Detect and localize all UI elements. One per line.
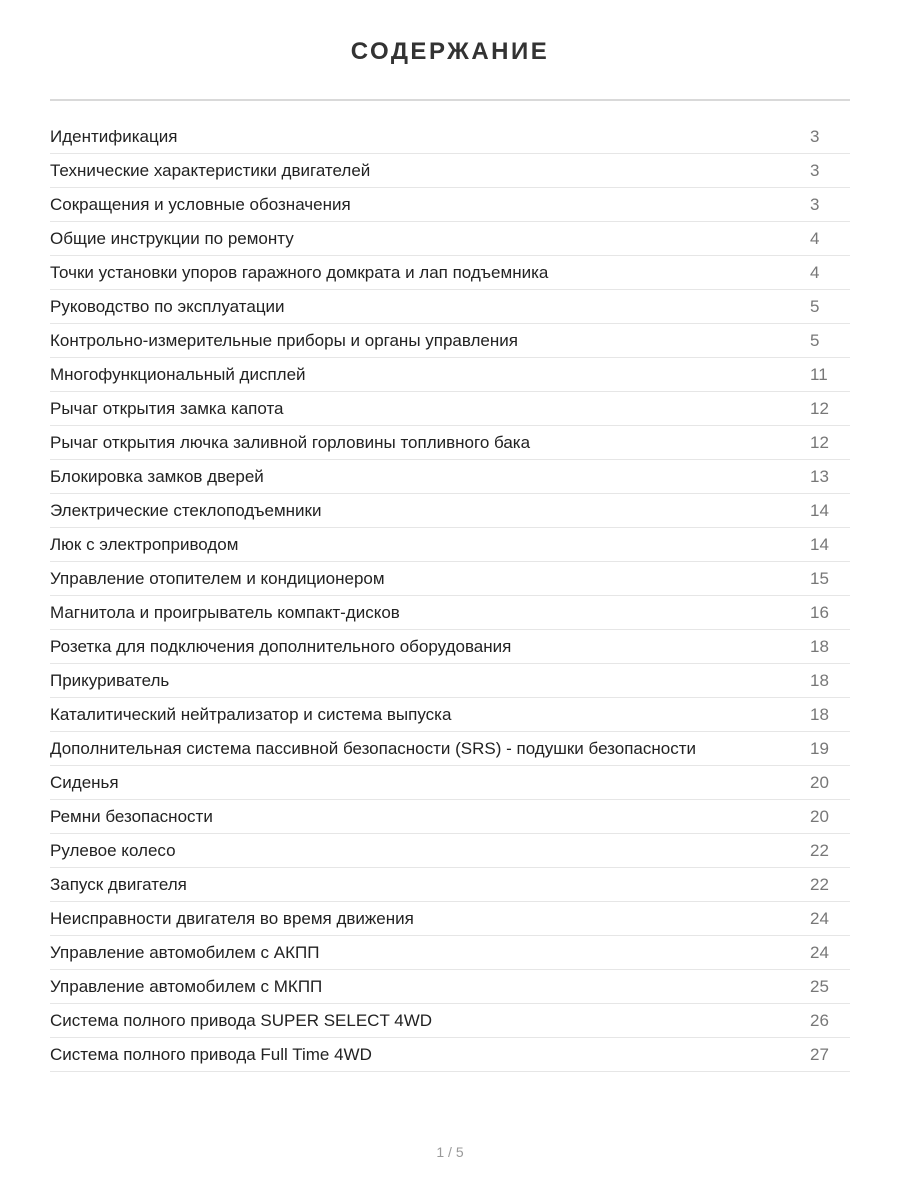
toc-entry-page-number: 5	[810, 330, 820, 350]
toc-entry[interactable]	[50, 834, 850, 868]
toc-entry-page-number: 25	[810, 976, 829, 996]
toc-entry-page-number: 11	[810, 364, 828, 384]
toc-entry-page-number: 26	[810, 1010, 829, 1030]
toc-entry-title: Общие инструкции по ремонту	[50, 228, 294, 248]
toc-entry[interactable]	[50, 970, 850, 1004]
title-divider	[50, 99, 850, 101]
toc-entry-page-number: 5	[810, 296, 820, 316]
toc-entry-title: Запуск двигателя	[50, 874, 187, 894]
toc-entry-title: Электрические стеклоподъемники	[50, 500, 322, 520]
toc-entry[interactable]	[50, 766, 850, 800]
toc-entry[interactable]	[50, 902, 850, 936]
toc-entry-page-number: 16	[810, 602, 829, 622]
toc-entry-title: Неисправности двигателя во время движения	[50, 908, 414, 928]
toc-entry-title: Розетка для подключения дополнительного оборудования	[50, 636, 512, 656]
toc-entry-title: Технические характеристики двигателей	[50, 160, 371, 180]
toc-entry-page-number: 20	[810, 772, 829, 792]
toc-entry[interactable]	[50, 732, 850, 766]
toc-entry-page-number: 4	[810, 228, 820, 248]
toc-entry-title: Сокращения и условные обозначения	[50, 194, 351, 214]
toc-entry-page-number: 3	[810, 126, 820, 146]
toc-entry[interactable]	[50, 222, 850, 256]
toc-entry-page-number: 14	[810, 534, 829, 554]
toc-entry[interactable]	[50, 1004, 850, 1038]
toc-entry[interactable]	[50, 358, 850, 392]
toc-entry-page-number: 18	[810, 636, 829, 656]
toc-entry-title: Управление автомобилем с АКПП	[50, 942, 320, 962]
toc-entry-page-number: 22	[810, 874, 829, 894]
toc-entry-page-number: 14	[810, 500, 829, 520]
toc-entry-title: Люк с электроприводом	[50, 534, 239, 554]
toc-entry[interactable]	[50, 698, 850, 732]
toc-entry-title: Каталитический нейтрализатор и система выпуска	[50, 704, 452, 724]
toc-entry-title: Контрольно-измерительные приборы и органы управления	[50, 330, 518, 350]
page-title: СОДЕРЖАНИЕ	[350, 38, 550, 65]
toc-entry-title: Рычаг открытия лючка заливной горловины топливного бака	[50, 432, 531, 452]
toc-entry[interactable]	[50, 868, 850, 902]
toc-entry[interactable]	[50, 460, 850, 494]
toc-entry-title: Руководство по эксплуатации	[50, 296, 285, 316]
toc-entry-page-number: 13	[810, 466, 829, 486]
toc-entry[interactable]	[50, 392, 850, 426]
toc-entry[interactable]	[50, 596, 850, 630]
toc-entry-title: Система полного привода SUPER SELECT 4WD	[50, 1010, 433, 1030]
toc-entry[interactable]	[50, 324, 850, 358]
toc-entry-title: Ремни безопасности	[50, 806, 213, 826]
toc-entry-title: Многофункциональный дисплей	[50, 364, 306, 384]
toc-entry-title: Рычаг открытия замка капота	[50, 398, 284, 418]
toc-entry-page-number: 3	[810, 194, 820, 214]
toc-entry-title: Идентификация	[50, 126, 178, 146]
toc-entry-page-number: 18	[810, 704, 829, 724]
toc-entry-page-number: 24	[810, 942, 829, 962]
table-of-contents	[50, 120, 850, 1072]
toc-entry[interactable]	[50, 120, 850, 154]
toc-entry-title: Точки установки упоров гаражного домкрата и лап подъемника	[50, 262, 549, 282]
toc-entry[interactable]	[50, 188, 850, 222]
toc-entry[interactable]	[50, 256, 850, 290]
toc-entry[interactable]	[50, 154, 850, 188]
toc-entry-title: Магнитола и проигрыватель компакт-дисков	[50, 602, 400, 622]
toc-entry-page-number: 12	[810, 398, 829, 418]
toc-entry-title: Прикуриватель	[50, 670, 170, 690]
toc-entry[interactable]	[50, 528, 850, 562]
toc-entry-page-number: 19	[810, 738, 829, 758]
toc-entry[interactable]	[50, 664, 850, 698]
toc-entry[interactable]	[50, 290, 850, 324]
toc-entry-page-number: 3	[810, 160, 820, 180]
toc-entry-page-number: 12	[810, 432, 829, 452]
toc-entry-title: Управление отопителем и кондиционером	[50, 568, 385, 588]
toc-entry-page-number: 18	[810, 670, 829, 690]
toc-entry[interactable]	[50, 562, 850, 596]
toc-entry-title: Рулевое колесо	[50, 840, 176, 860]
toc-entry[interactable]	[50, 630, 850, 664]
toc-entry-title: Система полного привода Full Time 4WD	[50, 1044, 372, 1064]
toc-entry-title: Сиденья	[50, 772, 119, 792]
toc-entry-page-number: 20	[810, 806, 829, 826]
toc-entry-title: Блокировка замков дверей	[50, 466, 264, 486]
toc-entry-page-number: 15	[810, 568, 829, 588]
toc-entry[interactable]	[50, 494, 850, 528]
toc-entry[interactable]	[50, 936, 850, 970]
toc-entry-page-number: 24	[810, 908, 829, 928]
toc-entry[interactable]	[50, 800, 850, 834]
toc-entry-title: Управление автомобилем с МКПП	[50, 976, 323, 996]
page-pagination: 1 / 5	[436, 1144, 464, 1160]
toc-entry-title: Дополнительная система пассивной безопасности (SRS) - подушки безопасности	[50, 738, 696, 758]
toc-entry-page-number: 4	[810, 262, 820, 282]
toc-entry[interactable]	[50, 426, 850, 460]
toc-entry-page-number: 27	[810, 1044, 829, 1064]
toc-entry[interactable]	[50, 1038, 850, 1072]
toc-entry-page-number: 22	[810, 840, 829, 860]
